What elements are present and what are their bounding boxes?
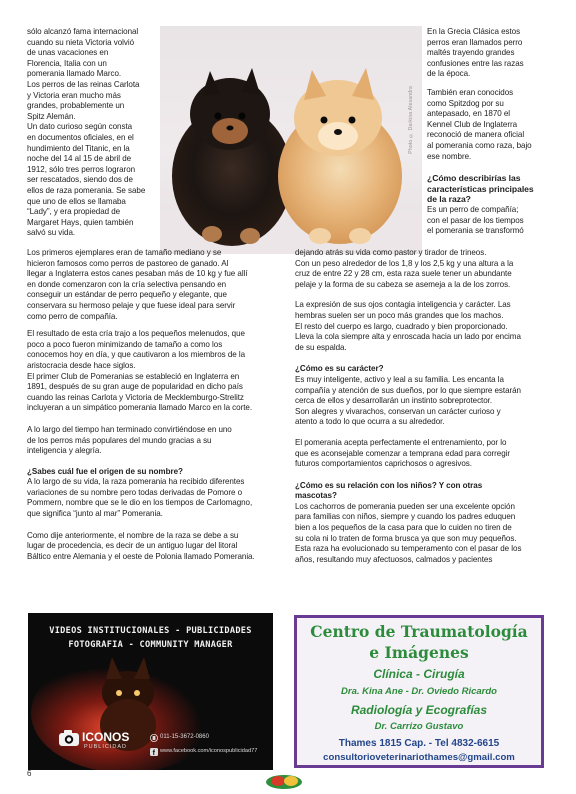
facebook-icon xyxy=(150,748,158,756)
section-heading: ¿Sabes cuál fue el origen de su nombre? xyxy=(27,466,183,476)
right-column xyxy=(295,248,553,572)
clinic-advertisement xyxy=(294,615,544,768)
phone-icon xyxy=(150,734,158,742)
page-number: 6 xyxy=(27,769,32,778)
magazine-logo xyxy=(264,772,304,790)
ad-brand: ICONOS xyxy=(82,730,130,744)
left-column xyxy=(27,248,289,569)
section-heading: ¿Cómo es su carácter? xyxy=(295,364,384,374)
paragraph: A lo largo de su vida, la raza pomerania ha recibido diferentes variaciones de su nombre pero todas derivadas de Pomore o Pommern, nombre que se le dio en los tiempos de Carlomagno, que significa “junto al mar” Pomerania. xyxy=(27,477,253,519)
right-top-column xyxy=(427,27,552,237)
svg-text:f: f xyxy=(152,750,155,756)
paragraph: Los primeros ejemplares eran de tamaño mediano y se hicieron famosos como perros de pastoreo de ganado. Al llegar a Inglaterra estos canes pesaban más de 10 kg y fue allí en donde comenzaron con la cría selectiva pensando en conseguir un estándar de perro pequeño y elegante, que conservara su hermoso pelaje y que fuese ideal para servir como perro de compañía. xyxy=(27,248,248,321)
photo-credit: Photo © Darkina Alexandra xyxy=(408,86,414,154)
clinic-title-line-2: e Imágenes xyxy=(369,643,469,662)
paragraph: La expresión de sus ojos contagia inteligencia y carácter. Las hembras suelen ser un poco más grandes que los machos. El resto del cuerpo es largo, cuadrado y bien proporcionado. Lleva la cola siempre alta y enroscada hacia un lado por encima de su espalda. xyxy=(295,300,521,352)
paragraph: También eran conocidos como Spitzdog por su antepasado, en 1870 el Kennel Club de Inglaterra reconoció de manera oficial al pomerania como raza, bajo ese nombre. xyxy=(427,87,532,161)
paragraph: El resultado de esta cría trajo a los pequeños melenudos, que poco a poco fueron minimizando de tamaño a como los conocemos hoy en día, y que cautivaron a los miembros de la aristocracia desde hace siglos. El primer Club de Pomeranias se estableció en Inglaterra en 1891, después de su gran auge de popularidad en dicho país cuando las reinas Carlota y Victoria de Mecklemburgo-Strelitz incluyeran a un simpático pomerania llamado Marco en la corte. xyxy=(27,329,253,413)
paragraph: Los cachorros de pomerania pueden ser una excelente opción para familias con niños, siempre y cuando los padres eduquen bien a los pequeños de la casa para que lo cuiden no tiren de su cola ni lo traten de forma brusca ya que son muy pequeños. Esta raza ha evolucionado su temperamento con el pasar de los años, resultando muy afectuosos, calmados y pacientes xyxy=(295,501,522,564)
clinic-address: Thames 1815 Cap. - Tel 4832-6615 xyxy=(338,738,500,749)
clinic-title-line-1: Centro de Traumatología xyxy=(310,622,528,641)
paragraph: dejando atrás su vida como pastor y tirador de trineos. Con un peso alrededor de los 1,8 y los 2,5 kg y una altura a la cruz de entre 22 y 28 cm, esta raza suele tener un abundante pelaje y la forma de su cabeza se asemeja a la de los zorros. xyxy=(295,248,514,289)
clinic-radiology: Radiología y Ecografías xyxy=(350,703,488,717)
paragraph: El pomerania acepta perfectamente el entrenamiento, por lo que es aconsejable comenzar a temprana edad para corregir futuros comportamientos caprichosos o agresivos. xyxy=(295,437,510,469)
ad-phone: 011-15-3672-0860 xyxy=(160,734,209,740)
paragraph: Es muy inteligente, activo y leal a su familia. Les encanta la compañía y atención de sus dueños, por lo que siempre estarán cerca de ellos y desarrollarán un instinto sobreprotector. Son alegres y vivarachos, conservan un carácter curioso y atento a todo lo que ocurra a su alrededor. xyxy=(295,374,521,427)
paragraph: A lo largo del tiempo han terminado convirtiéndose en uno de los perros más populares del mundo gracias a su inteligencia y alegría. xyxy=(27,424,232,456)
left-top-column xyxy=(27,27,162,239)
iconos-advertisement xyxy=(28,613,273,770)
ad-brand-subtitle: PUBLICIDAD xyxy=(84,744,128,750)
clinic-subtitle: Clínica - Cirugía xyxy=(373,667,465,681)
paragraph: Es un perro de compañía; con el pasar de los tiempos el pomerania se transformó xyxy=(427,204,524,236)
pomeranian-photo xyxy=(160,26,422,254)
ad-services-line-1: VIDEOS INSTITUCIONALES - PUBLICIDADES xyxy=(49,626,252,636)
two-pomeranians-image xyxy=(160,26,422,254)
clinic-doctors: Dra. Kina Ane - Dr. Oviedo Ricardo xyxy=(341,686,497,697)
ad-services-line-2: FOTOGRAFIA - COMMUNITY MANAGER xyxy=(68,640,233,650)
ad-facebook: www.facebook.com/iconospublicidad77 xyxy=(160,748,258,754)
section-heading: ¿Cómo es su relación con los niños? Y con otras mascotas? xyxy=(295,480,483,501)
paragraph: En la Grecia Clásica estos perros eran llamados perro maltés trayendo grandes confusiones entre las razas de la época. xyxy=(427,27,524,79)
clinic-email: consultorioveterinariothames@gmail.com xyxy=(323,752,515,763)
section-heading: ¿Cómo describirías las características principales de la raza? xyxy=(427,173,534,205)
paragraph: Como dije anteriormente, el nombre de la raza se debe a su lugar de procedencia, es decir de un antiguo lugar del litoral Báltico entre Alemania y el oeste de Polonia llamado Pomerania. xyxy=(27,530,255,561)
camera-icon xyxy=(58,729,80,747)
clinic-doctor-2: Dr. Carrizo Gustavo xyxy=(374,721,464,732)
left-top-paragraph: sólo alcanzó fama internacional cuando su nieta Victoria volvió de unas vacaciones en Florencia, Italia con un pomerania llamado Marco. Los perros de las reinas Carlota y Victoria eran mucho más grandes, probablemente un Spitz Alemán. Un dato curioso según consta en documentos oficiales, en el hundimiento del Titanic, en la noche del 14 al 15 de abril de 1912, sólo tres perros lograron ser rescatados, siendo dos de ellos de raza pomerania. Se sabe que uno de ellos se llamaba “Lady”, y era propiedad de Margaret Hays, quien también salvó su vida. xyxy=(27,27,146,238)
